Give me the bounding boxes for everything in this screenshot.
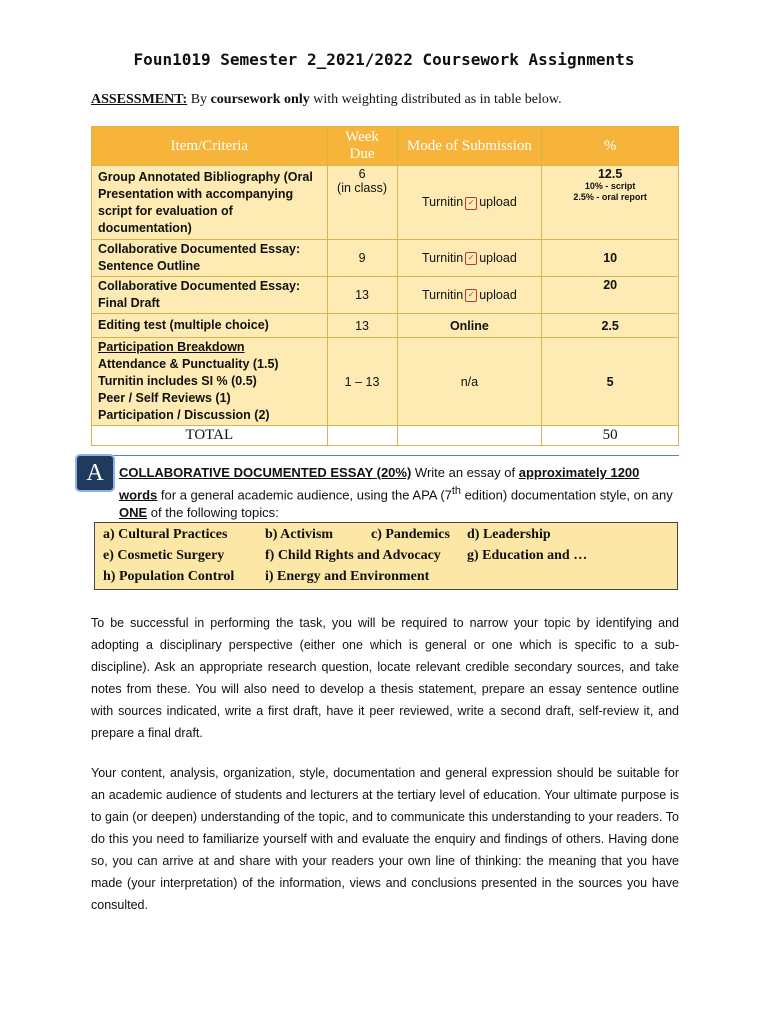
header-week: Week Due: [327, 127, 397, 166]
cell-week: 9: [327, 240, 397, 277]
cell-week: 13: [327, 277, 397, 314]
intro-emphasis: ONE: [119, 505, 148, 521]
percent-value: 12.5: [597, 167, 623, 181]
total-value: 50: [542, 426, 679, 446]
turnitin-icon: ✓: [465, 289, 477, 302]
body-paragraph: Your content, analysis, organization, style, documentation and general expression should be suitable for an academic audience of students and lecturers at the tertiary level of education. Your ultimate purpose is to gain (or deepen) understanding of the topic, and to communicate this understanding to your readers. To do this you need to familiarize yourself with and evaluate the enquiry and findings of others. Having done so, you can arrive at and share with your readers your own line of thinking: the meaning that you have made (your interpretation) of the information, views and conclusions presented in the sources you have consulted.: [91, 766, 679, 912]
intro-text: for a general academic audience, using the APA (7: [157, 487, 452, 503]
percent-note: 2.5% - oral report: [573, 192, 647, 202]
cell-item: Editing test (multiple choice): [92, 314, 328, 338]
cell-week: [327, 166, 397, 240]
cell-percent: 10: [542, 240, 679, 277]
participation-heading: Participation Breakdown: [98, 340, 245, 354]
mode-text: Turnitin: [422, 287, 464, 302]
topic-item: b) Activism: [265, 527, 334, 542]
cell-week: 13: [327, 314, 397, 338]
cell-percent: 2.5: [542, 314, 679, 338]
mode-text: upload: [479, 287, 517, 302]
mode-text: upload: [479, 250, 517, 265]
assessment-bold: coursework only: [210, 92, 310, 107]
section-divider: [91, 455, 679, 456]
turnitin-icon: ✓: [465, 197, 477, 210]
topic-item: f) Child Rights and Advocacy: [265, 548, 441, 563]
assessment-post: with weighting distributed as in table below.: [313, 92, 562, 107]
intro-text: edition) documentation style, on any: [460, 487, 673, 503]
topic-item: a) Cultural Practices: [103, 527, 228, 542]
cell-mode: [397, 240, 542, 277]
mode-text: upload: [479, 195, 517, 210]
assessment-label: ASSESSMENT:: [91, 92, 188, 107]
participation-line: Attendance & Punctuality (1.5): [98, 357, 279, 371]
cell-item: Collaborative Documented Essay: Final Draft: [92, 277, 328, 314]
cell-percent: [542, 166, 679, 240]
topics-box: [94, 522, 678, 590]
cell-percent: 20: [542, 277, 679, 314]
section-badge: A: [75, 454, 115, 492]
cell-mode: [397, 277, 542, 314]
cell-mode: Online: [397, 314, 542, 338]
assessment-table: [91, 126, 679, 446]
header-percent: %: [542, 127, 679, 166]
cell-item: [92, 338, 328, 426]
header-item: Item/Criteria: [92, 127, 328, 166]
intro-text: of the following topics:: [147, 505, 279, 521]
total-label: TOTAL: [92, 426, 328, 446]
participation-line: Peer / Self Reviews (1): [98, 391, 231, 405]
table-row: [92, 277, 679, 314]
cell-item: Group Annotated Bibliography (Oral Presentation with accompanying script for evaluation of documentation): [92, 166, 328, 240]
cell-week: 1 – 13: [327, 338, 397, 426]
table-header-row: [92, 127, 679, 166]
assessment-pre: By: [190, 92, 208, 107]
assessment-line: [91, 92, 562, 108]
page-title: Foun1019 Semester 2_2021/2022 Coursework Assignments: [133, 50, 635, 69]
cell-mode: [397, 166, 542, 240]
participation-line: Turnitin includes SI % (0.5): [98, 374, 257, 388]
participation-line: Participation / Discussion (2): [98, 408, 270, 422]
section-intro: [119, 464, 679, 522]
topic-item: c) Pandemics: [371, 527, 450, 542]
topic-item: g) Education and …: [467, 548, 588, 563]
body-paragraph: To be successful in performing the task, you will be required to narrow your topic by identifying and adopting a disciplinary perspective (either one which is general or one which is specific to a sub-discipline). Ask an appropriate research question, locate relevant credible secondary sources, and take notes from these. You will also need to develop a thesis statement, prepare an essay sentence outline with sources indicated, write a first draft, have it peer reviewed, write a second draft, self-review it, and prepare a final draft.: [91, 616, 679, 740]
mode-text: Turnitin: [422, 195, 464, 210]
cell-item: Collaborative Documented Essay: Sentence Outline: [92, 240, 328, 277]
topic-item: h) Population Control: [103, 569, 235, 584]
header-mode: Mode of Submission: [397, 127, 542, 166]
intro-text: Write an essay of: [411, 465, 519, 480]
cell-percent: 5: [542, 338, 679, 426]
table-row: [92, 240, 679, 277]
cell-mode: n/a: [397, 338, 542, 426]
section-heading: COLLABORATIVE DOCUMENTED ESSAY (20%): [119, 465, 412, 480]
topic-item: e) Cosmetic Surgery: [103, 548, 225, 563]
total-empty: [327, 426, 397, 446]
intro-emphasis: approximately 1200 words: [119, 465, 640, 503]
table-row: [92, 338, 679, 426]
topic-item: d) Leadership: [467, 527, 551, 542]
percent-note: 10% - script: [584, 181, 636, 191]
mode-text: Turnitin: [422, 250, 464, 265]
intro-superscript: th: [451, 485, 461, 497]
week-note: (in class): [337, 181, 388, 195]
turnitin-icon: ✓: [465, 252, 477, 265]
table-row: [92, 166, 679, 240]
table-total-row: [92, 426, 679, 446]
total-empty: [397, 426, 542, 446]
topic-item: i) Energy and Environment: [265, 569, 430, 584]
week-value: 6: [358, 167, 366, 181]
table-row: [92, 314, 679, 338]
